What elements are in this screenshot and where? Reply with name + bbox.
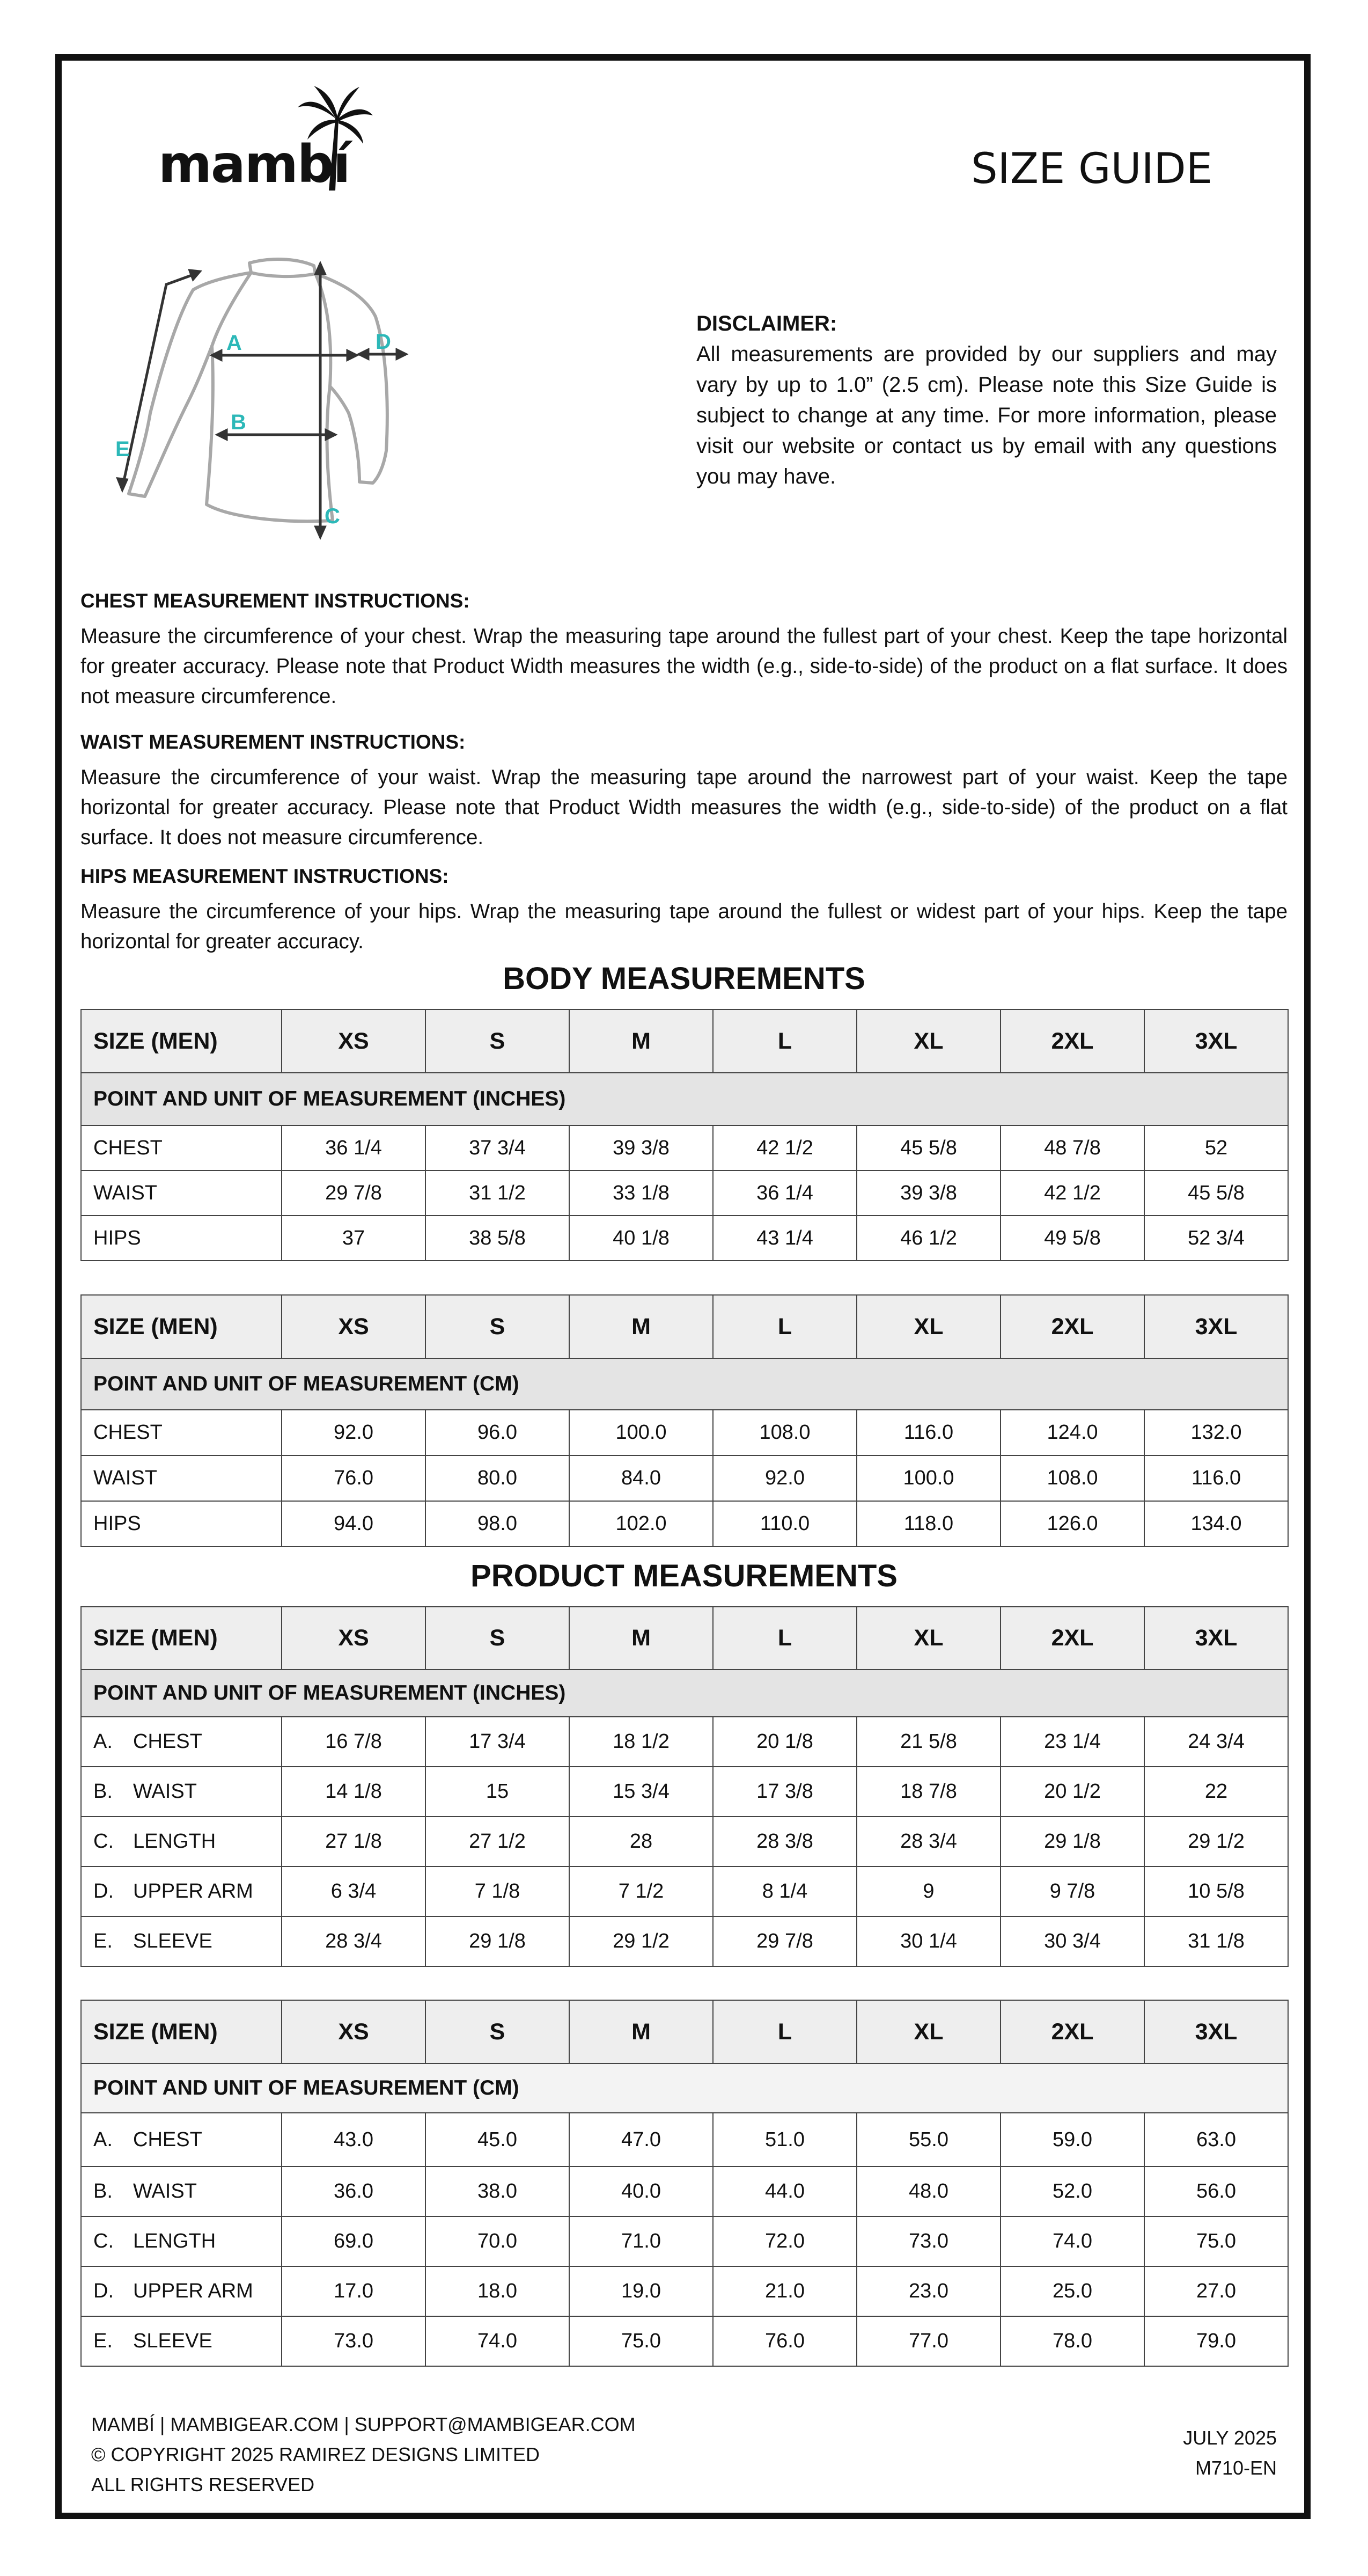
table-cell: 46 1/2 xyxy=(857,1216,1001,1261)
instructions-text: Measure the circumference of your hips. Wrap the measuring tape around the fullest or widest part of your hips. Keep the tape horizontal for greater accuracy. xyxy=(80,900,1288,953)
row-label-text: LENGTH xyxy=(133,1830,216,1853)
table-cell: 98.0 xyxy=(425,1501,569,1547)
table-cell: 29 7/8 xyxy=(282,1170,425,1216)
table-row xyxy=(81,2316,1288,2366)
table-cell: 36 1/4 xyxy=(713,1170,857,1216)
table-cell: 21.0 xyxy=(713,2266,857,2316)
header-cell: SIZE (MEN) xyxy=(81,2000,282,2063)
row-label-text: SLEEVE xyxy=(133,2330,212,2352)
table-cell: 100.0 xyxy=(857,1455,1001,1501)
table-cell: 37 xyxy=(282,1216,425,1261)
table-cell: 38.0 xyxy=(425,2167,569,2216)
table-cell: 20 1/2 xyxy=(1001,1767,1144,1817)
table-header-row xyxy=(81,1009,1288,1073)
row-letter: B. xyxy=(93,2180,113,2202)
label-d: D xyxy=(376,330,391,354)
header-cell: XS xyxy=(282,1607,425,1670)
table-cell: 29 7/8 xyxy=(713,1916,857,1966)
table-cell: 59.0 xyxy=(1001,2113,1144,2167)
instructions-heading: CHEST MEASUREMENT INSTRUCTIONS: xyxy=(80,590,470,612)
table-cell: 108.0 xyxy=(1001,1455,1144,1501)
table-cell: 43.0 xyxy=(282,2113,425,2167)
row-label-text: UPPER ARM xyxy=(133,1880,253,1902)
unit-row: POINT AND UNIT OF MEASUREMENT (INCHES) xyxy=(81,1073,1288,1125)
header-cell: 3XL xyxy=(1144,1009,1288,1073)
table-cell: 7 1/8 xyxy=(425,1867,569,1916)
table-cell: 55.0 xyxy=(857,2113,1001,2167)
header-cell: 2XL xyxy=(1001,1607,1144,1670)
table-cell: 6 3/4 xyxy=(282,1867,425,1916)
table-cell: 16 7/8 xyxy=(282,1717,425,1767)
row-label xyxy=(81,1867,282,1916)
table-cell: 94.0 xyxy=(282,1501,425,1547)
row-label xyxy=(81,2167,282,2216)
table-cell: 92.0 xyxy=(282,1410,425,1455)
header-cell: 2XL xyxy=(1001,1295,1144,1358)
header-cell: XL xyxy=(857,2000,1001,2063)
label-a: A xyxy=(226,331,242,355)
header-cell: L xyxy=(713,1295,857,1358)
table-cell: 75.0 xyxy=(1144,2216,1288,2266)
table-cell: 29 1/2 xyxy=(1144,1817,1288,1867)
table-cell: 124.0 xyxy=(1001,1410,1144,1455)
row-letter: A. xyxy=(93,2128,113,2151)
body-cm-table xyxy=(80,1294,1289,1547)
table-cell: 78.0 xyxy=(1001,2316,1144,2366)
row-label: WAIST xyxy=(81,1170,282,1216)
waist-instructions xyxy=(80,727,1288,853)
table-cell: 56.0 xyxy=(1144,2167,1288,2216)
table-cell: 48.0 xyxy=(857,2167,1001,2216)
row-letter: A. xyxy=(93,1730,113,1753)
table-cell: 18 7/8 xyxy=(857,1767,1001,1817)
hips-instructions xyxy=(80,861,1288,957)
row-letter: C. xyxy=(93,2230,114,2252)
brand-name: mambí xyxy=(158,134,350,194)
table-cell: 28 xyxy=(569,1817,713,1867)
disclaimer-text: All measurements are provided by our suppliers and may vary by up to 1.0” (2.5 cm). Please note this Size Guide is subject to change at any time. For more information, please visit our website or contact us by email with any questions you may have. xyxy=(696,342,1277,488)
table-row xyxy=(81,2266,1288,2316)
table-cell: 29 1/8 xyxy=(425,1916,569,1966)
table-cell: 37 3/4 xyxy=(425,1125,569,1170)
unit-row: POINT AND UNIT OF MEASUREMENT (INCHES) xyxy=(81,1670,1288,1717)
header-cell: S xyxy=(425,1607,569,1670)
table-row xyxy=(81,1501,1288,1547)
table-cell: 23 1/4 xyxy=(1001,1717,1144,1767)
table-row xyxy=(81,1125,1288,1170)
header-cell: S xyxy=(425,1295,569,1358)
product-cm-table xyxy=(80,2000,1289,2367)
table-cell: 31 1/8 xyxy=(1144,1916,1288,1966)
header-cell: M xyxy=(569,2000,713,2063)
table-cell: 10 5/8 xyxy=(1144,1867,1288,1916)
table-cell: 9 7/8 xyxy=(1001,1867,1144,1916)
header-cell: M xyxy=(569,1607,713,1670)
header-cell: L xyxy=(713,2000,857,2063)
header-cell: SIZE (MEN) xyxy=(81,1295,282,1358)
row-label-text: LENGTH xyxy=(133,2230,216,2252)
label-e: E xyxy=(115,437,130,461)
table-row xyxy=(81,1455,1288,1501)
disclaimer xyxy=(696,309,1277,492)
footer-date: JULY 2025 xyxy=(1183,2427,1277,2449)
table-row xyxy=(81,2216,1288,2266)
header-cell: XS xyxy=(282,1295,425,1358)
table-cell: 15 3/4 xyxy=(569,1767,713,1817)
header-cell: XL xyxy=(857,1009,1001,1073)
row-label xyxy=(81,1916,282,1966)
table-cell: 108.0 xyxy=(713,1410,857,1455)
row-label xyxy=(81,2216,282,2266)
row-label xyxy=(81,1817,282,1867)
product-inches-table xyxy=(80,1606,1289,1967)
table-cell: 15 xyxy=(425,1767,569,1817)
instructions-heading: HIPS MEASUREMENT INSTRUCTIONS: xyxy=(80,865,449,887)
table-cell: 21 5/8 xyxy=(857,1717,1001,1767)
table-cell: 134.0 xyxy=(1144,1501,1288,1547)
table-cell: 73.0 xyxy=(857,2216,1001,2266)
table-cell: 74.0 xyxy=(1001,2216,1144,2266)
table-cell: 30 3/4 xyxy=(1001,1916,1144,1966)
table-cell: 118.0 xyxy=(857,1501,1001,1547)
row-label xyxy=(81,2316,282,2366)
header-cell: 2XL xyxy=(1001,2000,1144,2063)
table-cell: 7 1/2 xyxy=(569,1867,713,1916)
table-cell: 20 1/8 xyxy=(713,1717,857,1767)
table-row xyxy=(81,1916,1288,1966)
row-label xyxy=(81,2266,282,2316)
table-cell: 42 1/2 xyxy=(713,1125,857,1170)
table-cell: 31 1/2 xyxy=(425,1170,569,1216)
table-cell: 39 3/8 xyxy=(569,1125,713,1170)
footer-rights: ALL RIGHTS RESERVED xyxy=(91,2473,315,2496)
table-cell: 74.0 xyxy=(425,2316,569,2366)
header-cell: XS xyxy=(282,2000,425,2063)
table-cell: 40.0 xyxy=(569,2167,713,2216)
header-cell: 2XL xyxy=(1001,1009,1144,1073)
table-row xyxy=(81,1867,1288,1916)
table-row xyxy=(81,2167,1288,2216)
table-cell: 14 1/8 xyxy=(282,1767,425,1817)
table-cell: 28 3/8 xyxy=(713,1817,857,1867)
table-cell: 96.0 xyxy=(425,1410,569,1455)
table-cell: 23.0 xyxy=(857,2266,1001,2316)
table-cell: 33 1/8 xyxy=(569,1170,713,1216)
row-label xyxy=(81,1767,282,1817)
header-cell: M xyxy=(569,1295,713,1358)
header-cell: L xyxy=(713,1009,857,1073)
table-cell: 116.0 xyxy=(1144,1455,1288,1501)
table-cell: 29 1/8 xyxy=(1001,1817,1144,1867)
table-cell: 80.0 xyxy=(425,1455,569,1501)
row-label-text: WAIST xyxy=(133,2180,197,2202)
header-cell: XL xyxy=(857,1607,1001,1670)
table-cell: 73.0 xyxy=(282,2316,425,2366)
table-cell: 70.0 xyxy=(425,2216,569,2266)
row-label: WAIST xyxy=(81,1455,282,1501)
instructions-heading: WAIST MEASUREMENT INSTRUCTIONS: xyxy=(80,731,466,753)
table-cell: 28 3/4 xyxy=(857,1817,1001,1867)
table-cell: 9 xyxy=(857,1867,1001,1916)
table-cell: 27 1/2 xyxy=(425,1817,569,1867)
table-cell: 126.0 xyxy=(1001,1501,1144,1547)
table-cell: 22 xyxy=(1144,1767,1288,1817)
table-cell: 38 5/8 xyxy=(425,1216,569,1261)
header-cell: L xyxy=(713,1607,857,1670)
table-cell: 27.0 xyxy=(1144,2266,1288,2316)
table-cell: 17 3/8 xyxy=(713,1767,857,1817)
table-cell: 52.0 xyxy=(1001,2167,1144,2216)
table-cell: 28 3/4 xyxy=(282,1916,425,1966)
table-cell: 43 1/4 xyxy=(713,1216,857,1261)
row-label xyxy=(81,1717,282,1767)
table-cell: 63.0 xyxy=(1144,2113,1288,2167)
footer-copyright: © COPYRIGHT 2025 RAMIREZ DESIGNS LIMITED xyxy=(91,2443,540,2465)
table-cell: 39 3/8 xyxy=(857,1170,1001,1216)
table-cell: 76.0 xyxy=(282,1455,425,1501)
row-letter: B. xyxy=(93,1780,113,1803)
table-cell: 49 5/8 xyxy=(1001,1216,1144,1261)
brand-logo xyxy=(158,86,384,193)
table-cell: 30 1/4 xyxy=(857,1916,1001,1966)
header-cell: S xyxy=(425,1009,569,1073)
table-header-row xyxy=(81,1295,1288,1358)
header-cell: 3XL xyxy=(1144,1607,1288,1670)
table-cell: 102.0 xyxy=(569,1501,713,1547)
row-label: HIPS xyxy=(81,1216,282,1261)
row-label: CHEST xyxy=(81,1125,282,1170)
row-label-text: UPPER ARM xyxy=(133,2280,253,2302)
table-cell: 27 1/8 xyxy=(282,1817,425,1867)
row-label-text: WAIST xyxy=(133,1780,197,1803)
header-cell: M xyxy=(569,1009,713,1073)
table-cell: 110.0 xyxy=(713,1501,857,1547)
header-cell: 3XL xyxy=(1144,2000,1288,2063)
row-label-text: SLEEVE xyxy=(133,1930,212,1952)
row-letter: E. xyxy=(93,1930,113,1952)
row-letter: D. xyxy=(93,1880,114,1902)
table-cell: 29 1/2 xyxy=(569,1916,713,1966)
label-c: C xyxy=(325,504,340,528)
header-cell: S xyxy=(425,2000,569,2063)
table-cell: 52 xyxy=(1144,1125,1288,1170)
table-cell: 47.0 xyxy=(569,2113,713,2167)
body-measurements-title: BODY MEASUREMENTS xyxy=(503,961,865,996)
table-cell: 52 3/4 xyxy=(1144,1216,1288,1261)
table-cell: 45 5/8 xyxy=(1144,1170,1288,1216)
table-cell: 36.0 xyxy=(282,2167,425,2216)
row-label-text: CHEST xyxy=(133,2128,202,2151)
table-cell: 18.0 xyxy=(425,2266,569,2316)
table-row xyxy=(81,1817,1288,1867)
header-cell: XS xyxy=(282,1009,425,1073)
footer-contact: MAMBÍ | MAMBIGEAR.COM | SUPPORT@MAMBIGEAR.COM xyxy=(91,2413,636,2435)
table-header-row xyxy=(81,1607,1288,1670)
header-cell: SIZE (MEN) xyxy=(81,1607,282,1670)
table-cell: 77.0 xyxy=(857,2316,1001,2366)
table-row xyxy=(81,2113,1288,2167)
table-cell: 92.0 xyxy=(713,1455,857,1501)
chest-instructions xyxy=(80,586,1288,712)
table-cell: 132.0 xyxy=(1144,1410,1288,1455)
table-cell: 48 7/8 xyxy=(1001,1125,1144,1170)
table-cell: 116.0 xyxy=(857,1410,1001,1455)
table-cell: 8 1/4 xyxy=(713,1867,857,1916)
table-cell: 17.0 xyxy=(282,2266,425,2316)
table-cell: 72.0 xyxy=(713,2216,857,2266)
body-inches-table xyxy=(80,1009,1289,1261)
shirt-diagram xyxy=(107,252,451,553)
table-header-row xyxy=(81,2000,1288,2063)
unit-row: POINT AND UNIT OF MEASUREMENT (CM) xyxy=(81,1358,1288,1410)
instructions-text: Measure the circumference of your chest. Wrap the measuring tape around the fullest part of your chest. Keep the tape horizontal for greater accuracy. Please note that Product Width measures the width (e.g., side-to-side) of the product on a flat surface. It does not measure circumference. xyxy=(80,625,1288,708)
table-cell: 36 1/4 xyxy=(282,1125,425,1170)
table-cell: 51.0 xyxy=(713,2113,857,2167)
row-label: HIPS xyxy=(81,1501,282,1547)
header-cell: SIZE (MEN) xyxy=(81,1009,282,1073)
table-cell: 76.0 xyxy=(713,2316,857,2366)
label-b: B xyxy=(231,411,246,434)
table-cell: 71.0 xyxy=(569,2216,713,2266)
footer-right xyxy=(1116,2423,1277,2483)
table-cell: 44.0 xyxy=(713,2167,857,2216)
row-label xyxy=(81,2113,282,2167)
table-cell: 84.0 xyxy=(569,1455,713,1501)
row-letter: C. xyxy=(93,1830,114,1853)
table-cell: 40 1/8 xyxy=(569,1216,713,1261)
footer-left xyxy=(91,2410,636,2500)
table-cell: 19.0 xyxy=(569,2266,713,2316)
row-letter: E. xyxy=(93,2330,113,2352)
table-cell: 17 3/4 xyxy=(425,1717,569,1767)
row-letter: D. xyxy=(93,2280,114,2302)
table-cell: 75.0 xyxy=(569,2316,713,2366)
row-label: CHEST xyxy=(81,1410,282,1455)
table-row xyxy=(81,1767,1288,1817)
footer-code: M710-EN xyxy=(1195,2457,1277,2479)
instructions-text: Measure the circumference of your waist. Wrap the measuring tape around the narrowest part of your waist. Keep the tape horizontal for greater accuracy. Please note that Product Width measures the width (e.g., side-to-side) of the product on a flat surface. It does not measure circumference. xyxy=(80,766,1288,849)
table-cell: 24 3/4 xyxy=(1144,1717,1288,1767)
header-cell: 3XL xyxy=(1144,1295,1288,1358)
table-row xyxy=(81,1717,1288,1767)
table-row xyxy=(81,1170,1288,1216)
table-cell: 25.0 xyxy=(1001,2266,1144,2316)
product-measurements-title: PRODUCT MEASUREMENTS xyxy=(470,1558,898,1593)
table-cell: 79.0 xyxy=(1144,2316,1288,2366)
page-title: SIZE GUIDE xyxy=(971,145,1212,193)
table-cell: 100.0 xyxy=(569,1410,713,1455)
table-row xyxy=(81,1410,1288,1455)
table-cell: 42 1/2 xyxy=(1001,1170,1144,1216)
row-label-text: CHEST xyxy=(133,1730,202,1753)
unit-row: POINT AND UNIT OF MEASUREMENT (CM) xyxy=(81,2063,1288,2113)
disclaimer-heading: DISCLAIMER: xyxy=(696,312,837,335)
table-cell: 18 1/2 xyxy=(569,1717,713,1767)
table-cell: 45.0 xyxy=(425,2113,569,2167)
table-cell: 45 5/8 xyxy=(857,1125,1001,1170)
table-cell: 69.0 xyxy=(282,2216,425,2266)
header-cell: XL xyxy=(857,1295,1001,1358)
table-row xyxy=(81,1216,1288,1261)
